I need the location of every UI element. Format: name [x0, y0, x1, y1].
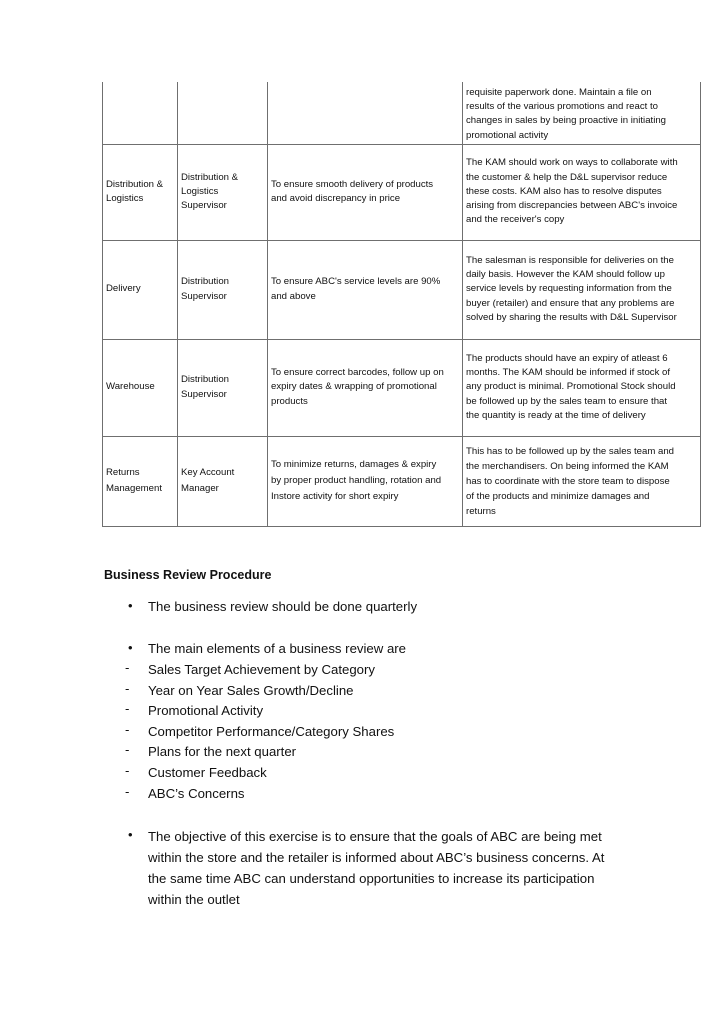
table-row — [103, 240, 701, 339]
objective-cell: To ensure ABC's service levels are 90% and above — [268, 240, 463, 339]
section-heading: Business Review Procedure — [104, 568, 272, 582]
owner-cell: Distribution & Logistics Supervisor — [178, 144, 268, 240]
area-cell: Delivery — [103, 240, 178, 339]
table-row — [103, 436, 701, 526]
objective-cell: To ensure smooth delivery of products and avoid discrepancy in price — [268, 144, 463, 240]
area-cell: Warehouse — [103, 339, 178, 436]
objective-cell: To ensure correct barcodes, follow up on expiry dates & wrapping of promotional products — [268, 339, 463, 436]
responsibility-cell: The products should have an expiry of atleast 6 months. The KAM should be informed if stock of any product is minimal. Promotional Stock should be followed up by the sales team to ensure that the quantity is ready at the time of delivery — [463, 339, 701, 436]
procedures-table — [102, 82, 701, 527]
dash-marker: - — [125, 742, 130, 757]
list-item: Promotional Activity — [148, 703, 264, 718]
dash-marker: - — [125, 784, 130, 799]
dash-marker: - — [125, 681, 130, 696]
owner-cell: Distribution Supervisor — [178, 339, 268, 436]
list-item: Customer Feedback — [148, 765, 267, 780]
responsibility-cell: The KAM should work on ways to collaborate with the customer & help the D&L supervisor reduce these costs. KAM also has to resolve disputes arising from discrepancies between ABC's invoice and the receiver's copy — [463, 144, 701, 240]
owner-cell — [178, 82, 268, 144]
bullet-icon: • — [128, 598, 133, 613]
list-item: Plans for the next quarter — [148, 744, 297, 759]
table-row — [103, 82, 701, 144]
dash-marker: - — [125, 660, 130, 675]
list-item: Year on Year Sales Growth/Decline — [148, 683, 354, 698]
bullet-item: The main elements of a business review are — [148, 641, 407, 656]
table-row — [103, 144, 701, 240]
bullet-item: The business review should be done quarterly — [148, 599, 418, 614]
list-item: Sales Target Achievement by Category — [148, 662, 375, 677]
responsibility-cell: This has to be followed up by the sales team and the merchandisers. On being informed the KAM has to coordinate with the store team to dispose of the products and minimize damages and returns — [463, 436, 701, 526]
responsibility-cell: requisite paperwork done. Maintain a file on results of the various promotions and react to changes in sales by being proactive in initiating promotional activity — [463, 82, 701, 144]
list-item: ABC’s Concerns — [148, 786, 245, 801]
bullet-icon: • — [128, 640, 133, 655]
dash-marker: - — [125, 763, 130, 778]
dash-marker: - — [125, 722, 130, 737]
paragraph-line: within the store and the retailer is informed about ABC’s business concerns. At — [148, 850, 605, 865]
paragraph-line: The objective of this exercise is to ensure that the goals of ABC are being met — [148, 829, 602, 844]
responsibility-cell: The salesman is responsible for deliveries on the daily basis. However the KAM should follow up service levels by requesting information from the buyer (retailer) and ensure that any problems are solved by sharing the results with D&L Supervisor — [463, 240, 701, 339]
area-cell: Distribution & Logistics — [103, 144, 178, 240]
paragraph-line: within the outlet — [148, 892, 240, 907]
objective-cell — [268, 82, 463, 144]
owner-cell: Distribution Supervisor — [178, 240, 268, 339]
bullet-paragraph — [148, 826, 648, 910]
table-row — [103, 339, 701, 436]
list-item: Competitor Performance/Category Shares — [148, 724, 395, 739]
owner-cell: Key Account Manager — [178, 436, 268, 526]
area-cell — [103, 82, 178, 144]
area-cell: Returns Management — [103, 436, 178, 526]
dash-marker: - — [125, 701, 130, 716]
objective-cell: To minimize returns, damages & expiry by proper product handling, rotation and Instore activity for short expiry — [268, 436, 463, 526]
bullet-icon: • — [128, 827, 133, 842]
paragraph-line: the same time ABC can understand opportunities to increase its participation — [148, 871, 595, 886]
